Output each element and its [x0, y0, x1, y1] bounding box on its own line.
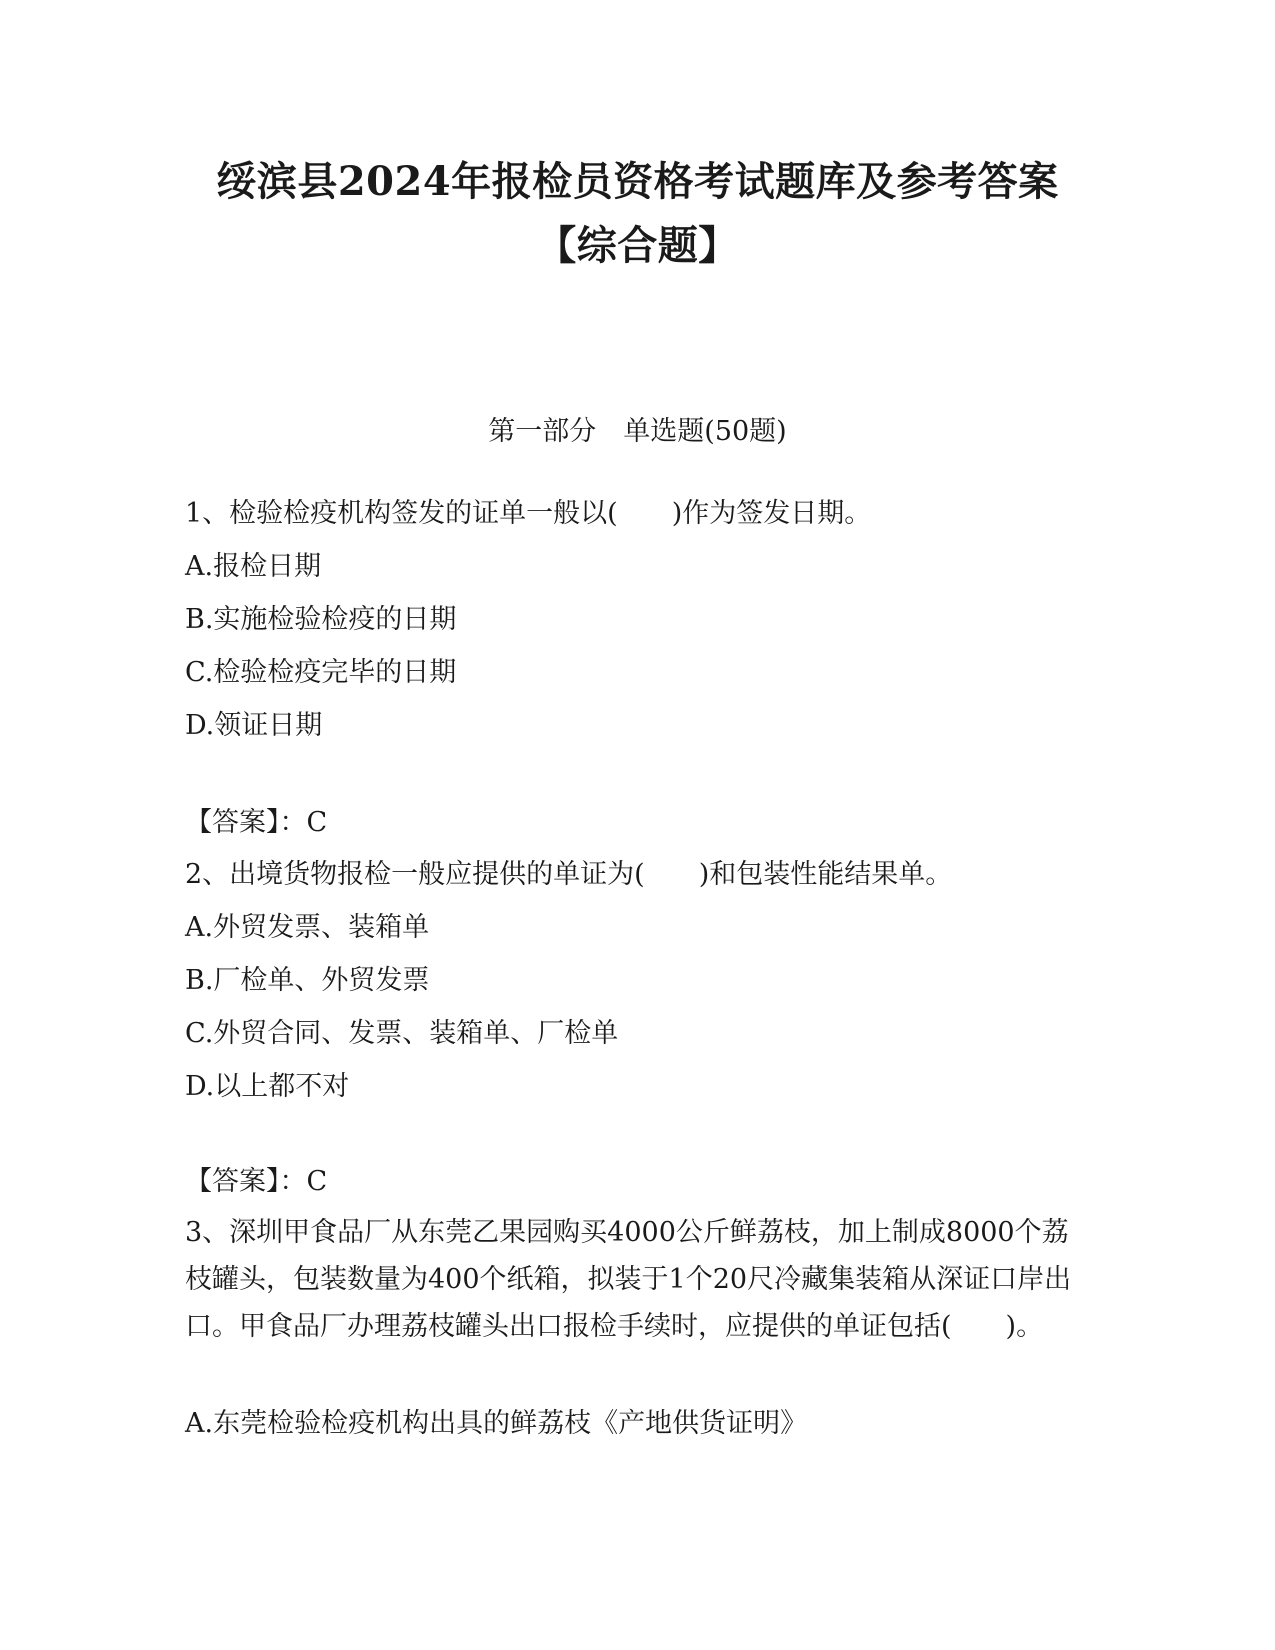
question-2-stem: 2、出境货物报检一般应提供的单证为( )和包装性能结果单。 [185, 859, 953, 890]
question-2-option-c: C.外贸合同、发票、装箱单、厂检单 [185, 1018, 619, 1049]
question-1-option-d: D.领证日期 [185, 710, 323, 741]
question-1-stem: 1、检验检疫机构签发的证单一般以( )作为签发日期。 [185, 498, 872, 529]
question-2-answer: 【答案】：C [185, 1166, 328, 1197]
question-2-option-d: D.以上都不对 [185, 1071, 350, 1102]
question-2-option-a: A.外贸发票、装箱单 [185, 912, 430, 943]
question-1-option-a: A.报检日期 [185, 551, 322, 582]
question-1-option-c: C.检验检疫完毕的日期 [185, 657, 457, 688]
question-3-stem: 3、深圳甲食品厂从东莞乙果园购买4000公斤鲜荔枝，加上制成8000个荔枝罐头，包装数量为400个纸箱，拟装于1个20尺冷藏集装箱从深证口岸出口。甲食品厂办理荔枝罐头出口报检手续时，应提供的单证包括( )。 [185, 1217, 1072, 1342]
section-heading: 第一部分 单选题(50题) [488, 416, 787, 447]
question-1-option-b: B.实施检验检疫的日期 [185, 604, 457, 635]
question-2-option-b: B.厂检单、外贸发票 [185, 965, 430, 996]
document-title: 绥滨县2024年报检员资格考试题库及参考答案【综合题】 [216, 158, 1059, 269]
question-3-option-a: A.东莞检验检疫机构出具的鲜荔枝《产地供货证明》 [185, 1408, 808, 1439]
question-1-answer: 【答案】：C [185, 807, 328, 838]
